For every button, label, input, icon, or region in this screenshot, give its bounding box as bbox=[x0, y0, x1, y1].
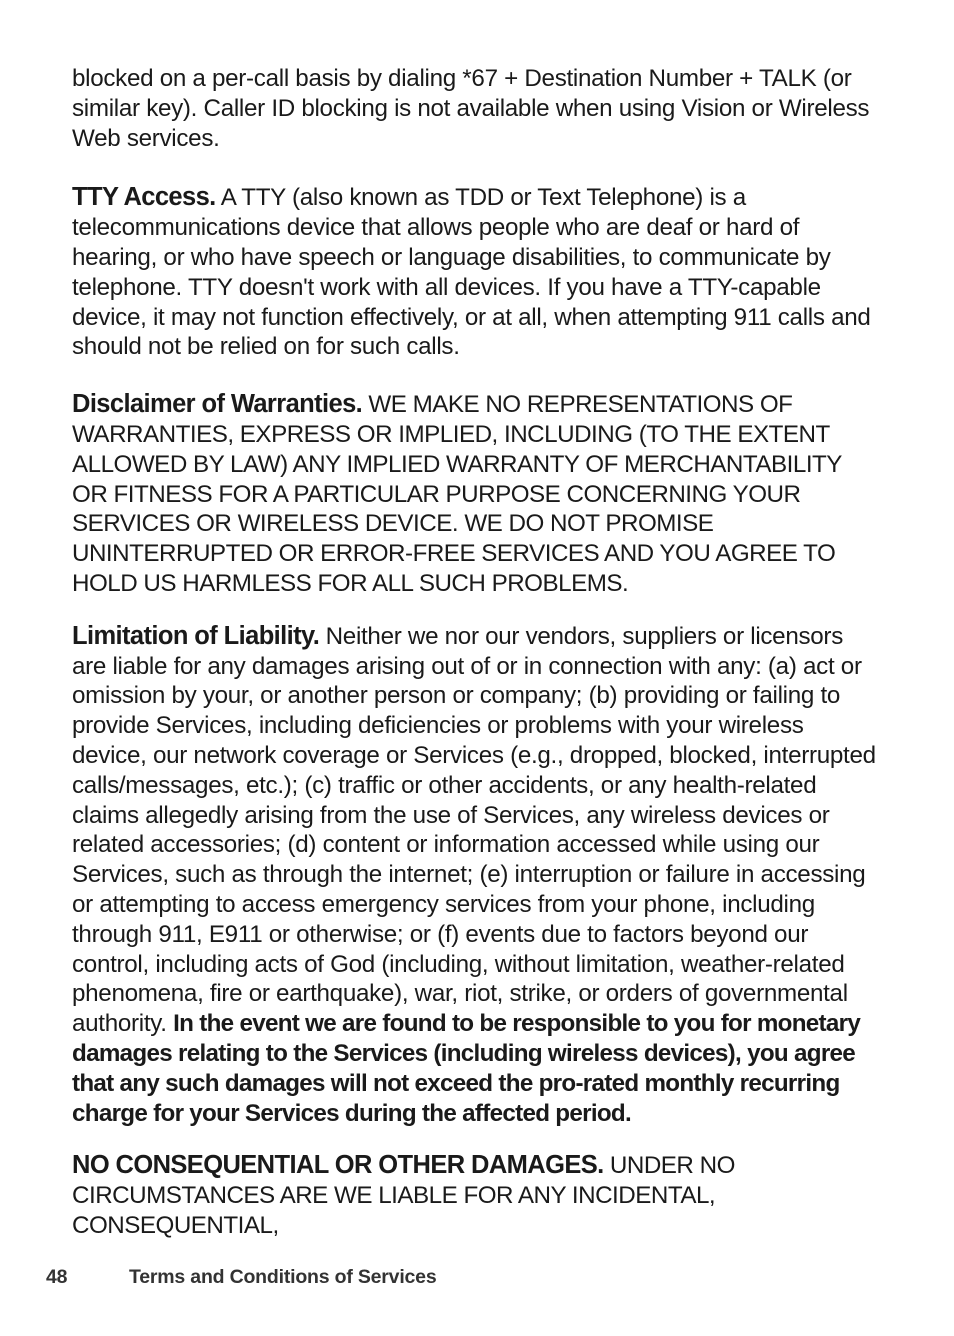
section-heading-disclaimer: Disclaimer of Warranties. bbox=[72, 390, 363, 419]
paragraph-tty-access bbox=[72, 183, 882, 362]
paragraph-bold-text: In the event we are found to be responsible to you for monetary damages relating to the Services (including wireless devices), you agree that any such damages will not exceed the pro-rated monthly recurring charge for your Services during the affected period. bbox=[72, 1010, 861, 1127]
paragraph-text: Neither we nor our vendors, suppliers or licensors are liable for any damages arising out of or in connection with any: (a) act or omission by your, or another person or company; (b) providing or failing to provide Services, including deficiencies or problems with your wireless device, our network coverage or Services (e.g., dropped, blocked, interrupted calls/messages, etc.); (c) traffic or other accidents, or any health-related claims allegedly arising from the use of Services, any wireless devices or related accessories; (d) content or information accessed while using our Services, such as through the internet; (e) interruption or failure in accessing or attempting to access emergency services from your phone, including through 911, E911 or otherwise; or (f) events due to factors beyond our control, including acts of God (including, without limitation, weather-related phenomena, fire or earthquake), war, riot, strike, or orders of governmental authority. bbox=[72, 622, 876, 1038]
paragraph-disclaimer-of-warranties bbox=[72, 390, 882, 599]
paragraph-caller-id-blocking bbox=[72, 64, 882, 153]
section-heading-limitation: Limitation of Liability. bbox=[72, 621, 320, 650]
paragraph-no-consequential-damages bbox=[72, 1151, 882, 1240]
section-heading-consequential: NO CONSEQUENTIAL OR OTHER DAMAGES. bbox=[72, 1151, 604, 1180]
footer-section-title: Terms and Conditions of Services bbox=[129, 1266, 437, 1288]
paragraph-text: WE MAKE NO REPRESENTATIONS OF WARRANTIES, EXPRESS OR IMPLIED, INCLUDING (TO THE EXTENT ALLOWED BY LAW) ANY IMPLIED WARRANTY OF MERCHANTABILITY OR FITNESS FOR A PARTICULAR PURPOSE CONCERNING YOUR SERVICES OR WIRELESS DEVICE. WE DO NOT PROMISE UNINTERRUPTED OR ERROR-FREE SERVICES AND YOU AGREE TO HOLD US HARMLESS FOR ALL SUCH PROBLEMS. bbox=[72, 391, 842, 597]
page-number: 48 bbox=[46, 1266, 68, 1288]
paragraph-text: A TTY (also known as TDD or Text Telephone) is a telecommunications device that allows people who are deaf or hard of hearing, or who have speech or language disabilities, to communicate by telephone. TTY doesn't work with all devices. If you have a TTY-capable device, it may not function effectively, or at all, when attempting 911 calls and should not be relied on for such calls. bbox=[72, 184, 871, 361]
paragraph-text: UNDER NO CIRCUMSTANCES ARE WE LIABLE FOR ANY INCIDENTAL, CONSEQUENTIAL, bbox=[72, 1152, 735, 1239]
page-body bbox=[72, 64, 882, 1264]
paragraph-text: blocked on a per-call basis by dialing *67 + Destination Number + TALK (or similar key). Caller ID blocking is not available when using Vision or Wireless Web services. bbox=[72, 65, 870, 152]
paragraph-limitation-of-liability bbox=[72, 622, 882, 1129]
page-footer bbox=[46, 1266, 436, 1289]
section-heading-tty-access: TTY Access. bbox=[72, 183, 216, 212]
